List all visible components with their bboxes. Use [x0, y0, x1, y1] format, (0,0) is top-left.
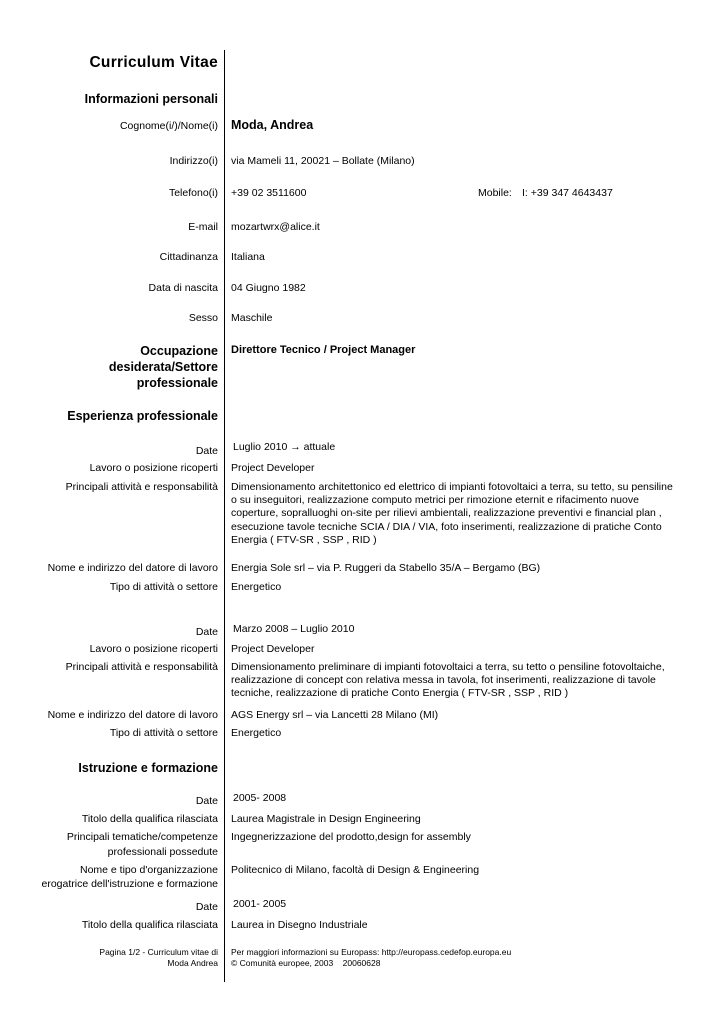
exp1-sector-value: Energetico — [231, 581, 282, 593]
email-value[interactable]: mozartwrx@alice.it — [231, 221, 320, 233]
mobile-value: I: +39 347 4643437 — [522, 187, 613, 199]
column-divider — [224, 50, 225, 958]
edu1-date-label: Date — [195, 795, 218, 807]
footer-right — [231, 947, 511, 969]
exp1-activities-value: Dimensionamento architettonico ed elettrico di impianti fotovoltaici a terra, su tetto, su pensiline o su inseguitori, realizzazione computo metrici per rimozione eternit e rifacimento nuove coperture, sopralluoghi on-site per rilievi ambientali, realizzazione preventivi e financial plan , esecuzione tavole tecniche SCIA / DIA / VIA, foto inserimenti, realizzazione di pratiche Conto Energia ( FTV-SR , SSP , RID ) — [231, 481, 673, 546]
exp1-sector-label: Tipo di attività o settore — [109, 581, 218, 593]
edu1-qual-value: Laurea Magistrale in Design Engineering — [231, 813, 421, 825]
exp2-employer-label: Nome e indirizzo del datore di lavoro — [47, 709, 218, 721]
section-title-personal: Informazioni personali — [84, 92, 218, 106]
name-label: Cognome(i/)/Nome(i) — [119, 120, 218, 132]
footer-copyright: © Comunità europee, 2003 20060628 — [231, 958, 381, 968]
exp1-date-label: Date — [195, 445, 218, 457]
occupation-label-line1: Occupazione — [140, 344, 218, 358]
edu2-date-value: 2001- 2005 — [233, 898, 287, 910]
edu1-org-label-line1: Nome e tipo d'organizzazione — [79, 864, 218, 876]
occupation-label-line3: professionale — [136, 376, 218, 390]
phone-value: +39 02 3511600 — [231, 187, 307, 199]
exp2-role-label: Lavoro o posizione ricoperti — [89, 643, 218, 655]
edu1-skills-label — [67, 831, 218, 859]
exp1-employer-value: Energia Sole srl – via P. Ruggeri da Stabello 35/A – Bergamo (BG) — [231, 562, 541, 574]
edu1-qual-label: Titolo della qualifica rilasciata — [81, 813, 218, 825]
exp2-date-value: Marzo 2008 – Luglio 2010 — [233, 623, 355, 635]
exp2-sector-label: Tipo di attività o settore — [109, 727, 218, 739]
occupation-label-line2: desiderata/Settore — [108, 360, 218, 374]
section-title-experience: Esperienza professionale — [67, 409, 218, 423]
section-title-education: Istruzione e formazione — [78, 761, 218, 775]
occupation-value: Direttore Tecnico / Project Manager — [231, 344, 416, 356]
exp2-date-label: Date — [195, 626, 218, 638]
edu1-org-label — [41, 864, 218, 891]
edu2-date-label: Date — [195, 901, 218, 913]
exp1-employer-label: Nome e indirizzo del datore di lavoro — [47, 562, 218, 574]
edu1-skills-label-line1: Principali tematiche/competenze — [66, 831, 218, 843]
sex-label: Sesso — [188, 312, 218, 324]
page-title: Curriculum Vitae — [89, 54, 218, 71]
exp1-activities-label: Principali attività e responsabilità — [65, 481, 218, 493]
exp1-role-label: Lavoro o posizione ricoperti — [89, 462, 218, 474]
footer-left — [99, 947, 218, 969]
edu2-qual-label: Titolo della qualifica rilasciata — [81, 919, 218, 931]
exp2-sector-value: Energetico — [231, 727, 282, 739]
footer-divider — [224, 944, 225, 982]
exp2-activities-value: Dimensionamento preliminare di impianti fotovoltaici a terra, su tetto o pensiline fotovoltaiche, realizzazione di concept con relativa messa in tavola, fot inserimenti, realizzazione di tavole tecniche, realizzazione di pratiche Conto Energia ( FTV-SR , SSP , RID ) — [231, 661, 665, 700]
footer-europass-link[interactable]: Per maggiori informazioni su Europass: http://europass.cedefop.europa.eu — [231, 947, 512, 957]
exp2-employer-value: AGS Energy srl – via Lancetti 28 Milano (MI) — [231, 709, 439, 721]
birth-label: Data di nascita — [148, 282, 218, 294]
edu2-qual-value: Laurea in Disegno Industriale — [231, 919, 368, 931]
birth-value: 04 Giugno 1982 — [231, 282, 306, 294]
exp2-activities-label: Principali attività e responsabilità — [65, 661, 218, 673]
edu1-skills-value: Ingegnerizzazione del prodotto,design for assembly — [231, 831, 471, 843]
sex-value: Maschile — [231, 312, 273, 324]
edu1-date-value: 2005- 2008 — [233, 792, 287, 804]
exp1-date-value: Luglio 2010 → attuale — [233, 441, 336, 453]
mobile-label: Mobile: — [478, 187, 512, 199]
citizenship-value: Italiana — [231, 251, 265, 263]
exp1-role-value: Project Developer — [231, 462, 315, 474]
address-value: via Mameli 11, 20021 – Bollate (Milano) — [231, 155, 415, 167]
edu1-org-label-line2: erogatrice dell'istruzione e formazione — [41, 878, 218, 890]
occupation-label — [109, 343, 218, 391]
edu1-skills-label-line2: professionali possedute — [107, 846, 218, 858]
footer-page-info: Pagina 1/2 - Curriculum vitae di — [99, 947, 218, 957]
address-label: Indirizzo(i) — [169, 155, 218, 167]
edu1-org-value: Politecnico di Milano, facoltà di Design & Engineering — [231, 864, 480, 876]
email-label: E-mail — [188, 221, 218, 233]
phone-label: Telefono(i) — [168, 187, 218, 199]
footer-author: Moda Andrea — [167, 958, 218, 968]
citizenship-label: Cittadinanza — [159, 251, 218, 263]
exp2-role-value: Project Developer — [231, 643, 315, 655]
name-value: Moda, Andrea — [231, 118, 314, 132]
